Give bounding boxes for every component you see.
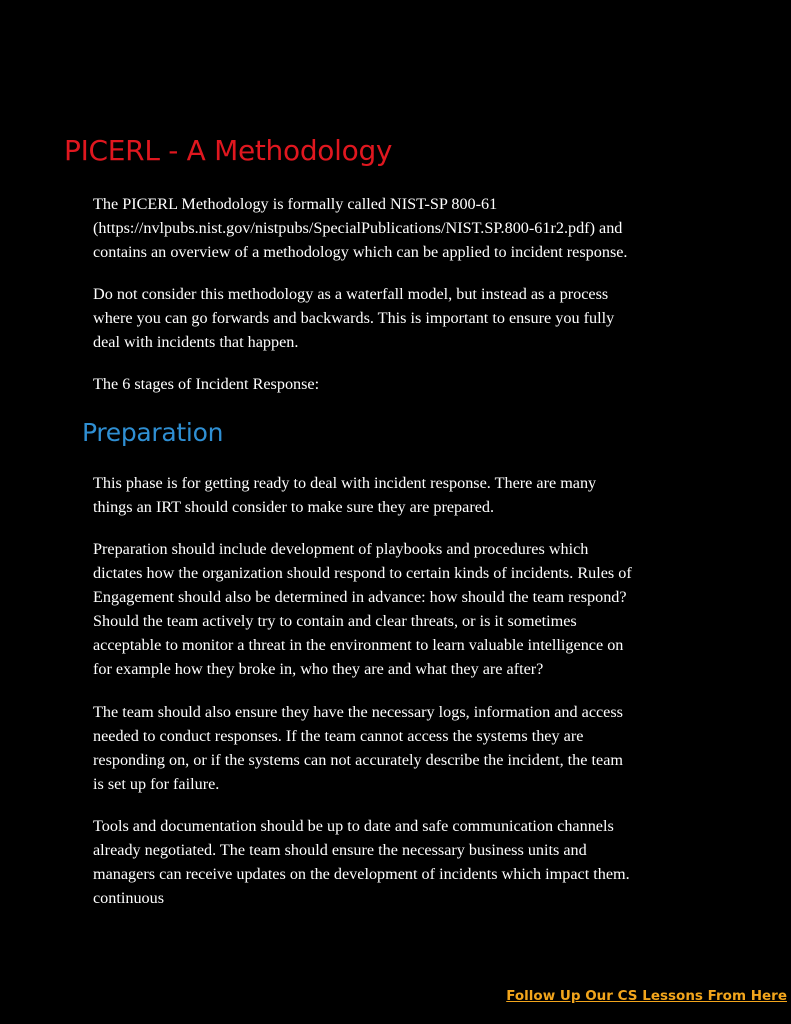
- preparation-paragraph-3: [93, 700, 733, 796]
- intro-paragraph-3: [93, 372, 733, 396]
- intro-paragraph-1: [93, 192, 733, 264]
- section-heading-preparation: Preparation: [82, 418, 224, 447]
- paragraph-line: for example how they broke in, who they are and what they are after?: [93, 660, 544, 678]
- document-title: PICERL - A Methodology: [64, 134, 393, 167]
- intro-paragraph-2: [93, 282, 733, 354]
- paragraph-line: The PICERL Methodology is formally called NIST-SP 800-61: [93, 195, 498, 213]
- paragraph-line: Should the team actively try to contain and clear threats, or is it sometimes: [93, 612, 577, 630]
- paragraph-line: (https://nvlpubs.nist.gov/nistpubs/SpecialPublications/NIST.SP.800-61r2.pdf) and: [93, 219, 623, 237]
- paragraph-line: responding on, or if the systems can not accurately describe the incident, the team: [93, 751, 623, 769]
- follow-up-lessons-link[interactable]: Follow Up Our CS Lessons From Here: [506, 988, 787, 1004]
- preparation-paragraph-2: [93, 537, 733, 681]
- paragraph-line: continuous: [93, 889, 165, 907]
- paragraph-line: acceptable to monitor a threat in the environment to learn valuable intelligence on: [93, 636, 624, 654]
- paragraph-line: The team should also ensure they have the necessary logs, information and access: [93, 703, 623, 721]
- paragraph-line: dictates how the organization should respond to certain kinds of incidents. Rules of: [93, 564, 632, 582]
- paragraph-line: This phase is for getting ready to deal with incident response. There are many: [93, 474, 597, 492]
- paragraph-line: is set up for failure.: [93, 775, 220, 793]
- paragraph-line: deal with incidents that happen.: [93, 333, 299, 351]
- paragraph-line: contains an overview of a methodology which can be applied to incident response.: [93, 243, 628, 261]
- preparation-paragraph-4: [93, 814, 733, 910]
- paragraph-line: things an IRT should consider to make sure they are prepared.: [93, 498, 495, 516]
- paragraph-line: Preparation should include development of playbooks and procedures which: [93, 540, 589, 558]
- preparation-paragraph-1: [93, 471, 733, 519]
- paragraph-line: Do not consider this methodology as a waterfall model, but instead as a process: [93, 285, 609, 303]
- paragraph-line: where you can go forwards and backwards. This is important to ensure you fully: [93, 309, 615, 327]
- paragraph-line: needed to conduct responses. If the team cannot access the systems they are: [93, 727, 584, 745]
- paragraph-line: managers can receive updates on the development of incidents which impact them.: [93, 865, 630, 883]
- paragraph-line: The 6 stages of Incident Response:: [93, 375, 320, 393]
- paragraph-line: already negotiated. The team should ensure the necessary business units and: [93, 841, 587, 859]
- paragraph-line: Tools and documentation should be up to date and safe communication channels: [93, 817, 614, 835]
- paragraph-line: Engagement should also be determined in advance: how should the team respond?: [93, 588, 627, 606]
